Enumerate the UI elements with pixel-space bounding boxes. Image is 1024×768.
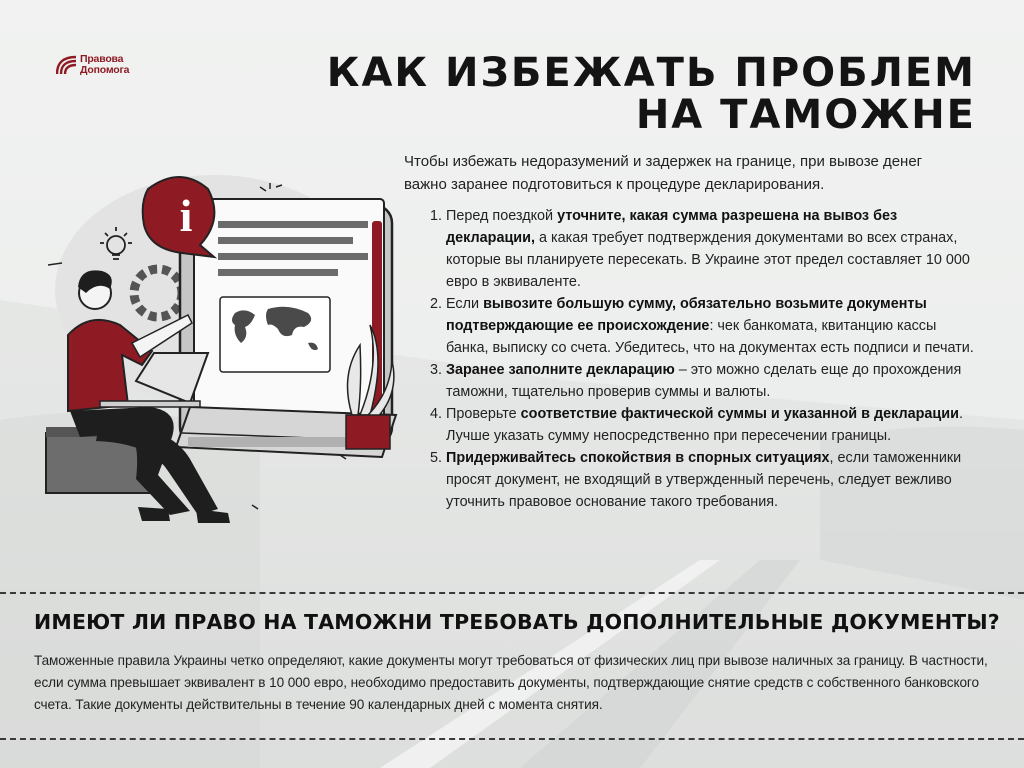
step-number: 3. (430, 362, 443, 378)
step-text: . Лучше указать сумму непосредственно при пересечении границы. (446, 406, 963, 444)
steps-list (430, 205, 978, 513)
question-answer-text: Таможенные правила Украины четко определяют, какие документы могут требоваться от физических лиц при вывозе наличных за границу. В частности, если сумма превышает эквивалент в 10 000 евро, необходимо предоставить документы, подтверждающие снятие средств с собственного банковского счета. Такие документы действительны в течение 90 календарных дней с момента снятия. (34, 653, 988, 712)
step-emphasis: уточните, какая сумма разрешена на вывоз без декларации, (446, 208, 898, 246)
intro-paragraph: Чтобы избежать недоразумений и задержек на границе, при вывозе денег важно заранее подготовиться к процедуре декларирования. (404, 153, 923, 193)
step-text: Если (446, 296, 484, 312)
step-text: , если таможенники просят документ, не входящий в утвержденный перечень, следует вежливо уточнить правовое основание такого требования. (446, 450, 962, 510)
list-item (430, 293, 978, 359)
step-emphasis: Заранее заполните декларацию (446, 362, 675, 378)
info-glyph: i (179, 190, 193, 241)
step-number: 2. (430, 296, 443, 312)
section-divider-top (0, 592, 1024, 594)
step-text: Проверьте (446, 406, 521, 422)
page-title (327, 52, 976, 136)
title-line-1: КАК ИЗБЕЖАТЬ ПРОБЛЕМ (326, 50, 976, 96)
step-number: 1. (430, 208, 443, 224)
step-text: а какая требует подтверждения документами во всех странах, которые вы планируете пересекать. В Украине этот предел составляет 10 000 евро в эквиваленте. (446, 230, 970, 290)
logo-arch-icon (56, 54, 78, 76)
step-text: : чек банкомата, квитанцию кассы банка, выписку со счета. Убедитесь, что на документах есть подписи и печати. (446, 318, 974, 356)
section-divider-bottom (0, 738, 1024, 740)
title-line-2: НА ТАМОЖНЕ (635, 92, 976, 138)
customs-illustration (40, 175, 410, 535)
step-number: 5. (430, 450, 443, 466)
list-item (430, 205, 978, 293)
logo-line-1: Правова (80, 53, 124, 65)
list-item (430, 359, 978, 403)
logo-line-2: Допомога (80, 64, 130, 76)
step-number: 4. (430, 406, 443, 422)
step-emphasis: вывозите большую сумму, обязательно возьмите документы подтверждающие ее происхождение (446, 296, 927, 334)
step-text: Перед поездкой (446, 208, 558, 224)
list-item (430, 403, 978, 447)
brand-logo (56, 54, 129, 76)
step-text: – это можно сделать еще до прохождения таможни, тщательно проверив суммы и валюты. (446, 362, 962, 400)
question-heading: ИМЕЮТ ЛИ ПРАВО НА ТАМОЖНИ ТРЕБОВАТЬ ДОПОЛНИТЕЛЬНЫЕ ДОКУМЕНТЫ? (34, 610, 1000, 634)
step-emphasis: Придерживайтесь спокойствия в спорных ситуациях (446, 450, 830, 466)
step-emphasis: соответствие фактической суммы и указанной в декларации (520, 406, 959, 422)
list-item (430, 447, 978, 513)
